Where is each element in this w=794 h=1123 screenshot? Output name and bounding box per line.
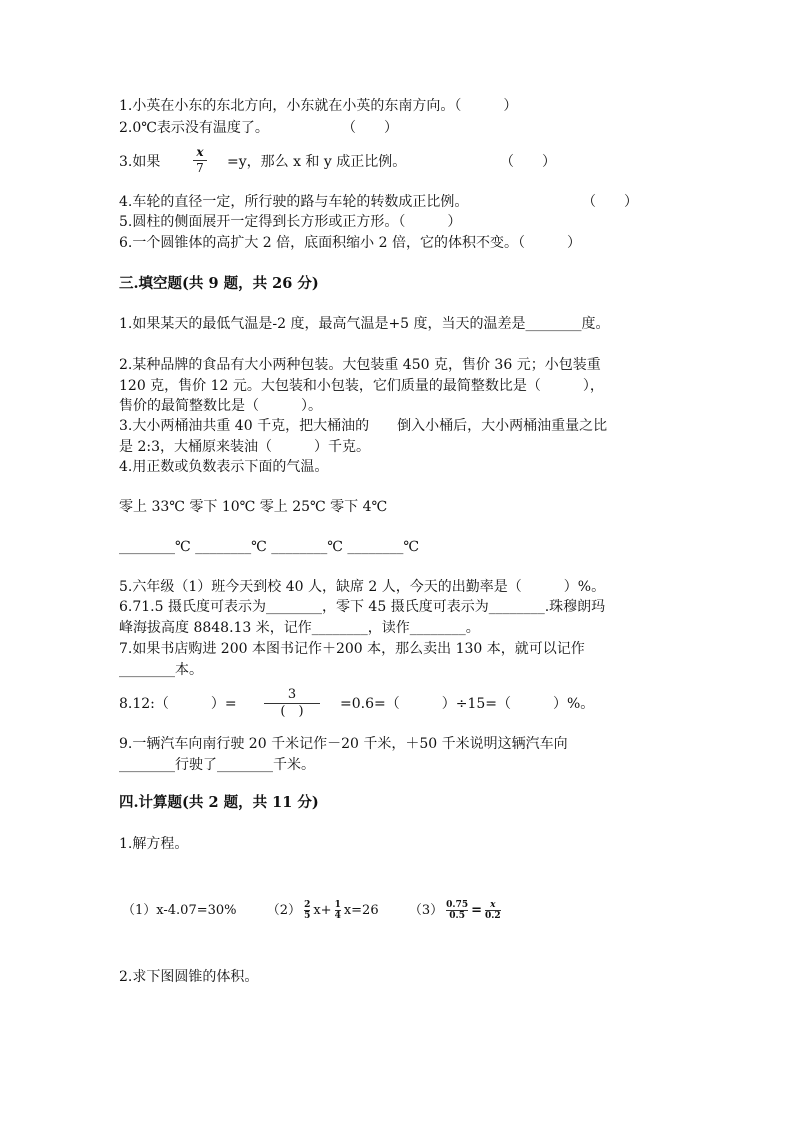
fraction-0.75-over-0.5 [446,900,468,921]
fill-question-9-line-2: ________行驶了________千米。 [119,757,315,773]
fill-question-3-line-1: 3.大小两桶油共重 40 千克，把大桶油的 倒入小桶后，大小两桶油重量之比 [119,418,608,434]
calc-question-1: 1.解方程。 [119,836,189,852]
equation-2-mid: x+ [313,903,332,918]
equation-2-label: （2） [266,903,302,918]
fill-question-6-line-2: 峰海拔高度 8848.13 米，记作________，读作________。 [119,620,480,636]
fraction-numerator: 0.75 [446,900,469,910]
fill-question-2-line-2: 120 克，售价 12 元。大包装和小包装，它们质量的最简整数比是（ ）， [119,378,604,394]
fill-question-2-line-1: 2.某种品牌的食品有大小两种包装。大包装重 450 克，售价 36 元；小包装重 [119,357,601,373]
equation-3-equals: = [471,903,482,918]
judge-question-3-paren: （ ） [500,154,556,170]
judge-question-4-paren: （ ） [582,194,638,210]
fill-question-3-line-2: 是 2:3，大桶原来装油（ ）千克。 [119,439,370,455]
judge-question-3 [119,153,160,171]
fill-question-2-line-3: 售价的最简整数比是（ ）。 [119,398,322,414]
fraction-numerator: x [196,145,204,159]
judge-question-3-text-a: 3.如果 [119,154,161,170]
judge-question-3-text-b: =y，那么 x 和 y 成正比例。 [227,154,407,170]
section-4-title: 四.计算题(共 2 题，共 11 分) [119,794,319,811]
fraction-denominator: 0.2 [485,911,501,921]
fraction-3-over-blank [264,688,320,719]
equation-row [122,900,504,921]
fraction-denominator: ( ) [280,704,304,719]
fill-question-7-line-2: ________本。 [119,662,203,678]
fill-question-1: 1.如果某天的最低气温是-2 度，最高气温是+5 度，当天的温差是________度。 [119,316,610,332]
temperature-list: 零上 33℃ 零下 10℃ 零上 25℃ 零下 4℃ [119,499,388,515]
fraction-2-over-5 [304,900,310,921]
calc-question-2: 2.求下图圆锥的体积。 [119,969,259,985]
judge-question-4: 4.车轮的直径一定，所行驶的路与车轮的转数成正比例。 [119,194,469,210]
judge-question-1: 1.小英在小东的东北方向，小东就在小英的东南方向。（ ） [119,98,518,114]
fraction-1-over-4 [335,900,341,921]
equation-3-label: （3） [408,903,444,918]
fraction-denominator: 0.5 [449,911,465,921]
fill-question-6-line-1: 6.71.5 摄氏度可表示为________，零下 45 摄氏度可表示为________.珠穆朗玛 [119,599,606,615]
equation-2-end: x=26 [343,903,379,918]
judge-question-2-text: 2.0℃表示没有温度了。 [119,120,269,136]
judge-question-2-paren: （ ） [342,120,398,136]
fraction-x-over-7 [193,146,207,175]
equation-1: （1）x-4.07=30% [122,903,237,918]
temperature-blanks: ________℃ ________℃ ________℃ ________℃ [119,539,419,555]
fraction-numerator: x [490,900,496,910]
fraction-denominator: 4 [334,911,341,921]
fraction-numerator: 3 [287,687,297,702]
fill-question-9-line-1: 9.一辆汽车向南行驶 20 千米记作－20 千米，＋50 千米说明这辆汽车向 [119,736,568,752]
fill-question-8-part-a: 8.12:（ ）= [119,696,237,712]
section-3-title: 三.填空题(共 9 题，共 26 分) [119,275,319,292]
judge-question-5: 5.圆柱的侧面展开一定得到长方形或正方形。（ ） [119,214,462,230]
fraction-denominator: 7 [196,161,204,175]
judge-question-6: 6.一个圆锥体的高扩大 2 倍，底面积缩小 2 倍，它的体积不变。（ ） [119,235,581,251]
fill-question-4: 4.用正数或负数表示下面的气温。 [119,459,329,475]
fraction-numerator: 1 [334,900,341,910]
fill-question-5: 5.六年级（1）班今天到校 40 人，缺席 2 人，今天的出勤率是（ ）%。 [119,579,606,595]
fill-question-8-part-b: =0.6=（ ）÷15=（ ）%。 [340,696,595,712]
fraction-x-over-0.2 [485,900,501,921]
fraction-denominator: 5 [304,911,311,921]
judge-question-2 [119,119,398,137]
fill-question-7-line-1: 7.如果书店购进 200 本图书记作＋200 本，那么卖出 130 本，就可以记作 [119,641,585,657]
fraction-numerator: 2 [304,900,311,910]
